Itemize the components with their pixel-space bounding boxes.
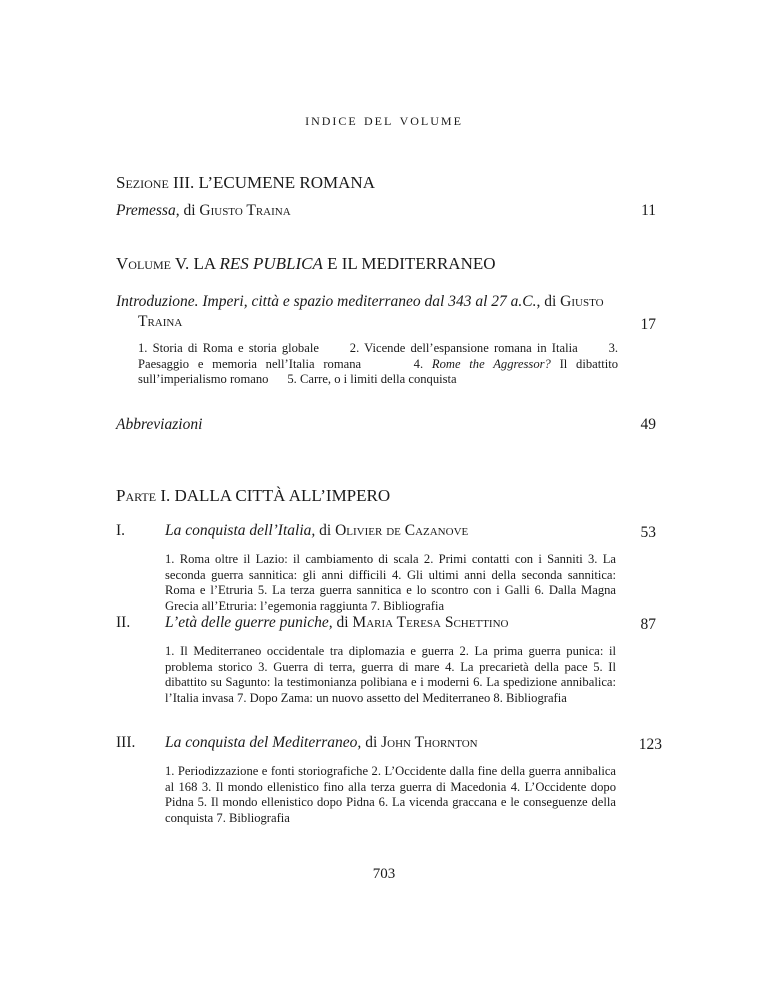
chapter-number: III. [116, 734, 136, 751]
introduzione-subsections: 1. Storia di Roma e storia globale 2. Vicende dell’espansione romana in Italia 3. Paesaggio e memoria nell’Italia romana 4. Rome the Aggressor? Il dibattito sull’imperialismo romano 5. Carre, o i limiti della conquista [138, 341, 619, 386]
page-number-introduzione: 17 [640, 316, 656, 333]
page-number-chapter-1: 53 [640, 524, 656, 541]
part-heading: Parte I. DALLA CITTÀ ALL’IMPERO [116, 486, 391, 505]
page-title: indice del volume [305, 110, 463, 129]
toc-entry-introduzione[interactable]: Introduzione. Imperi, città e spazio mediterraneo dal 343 al 27 a.C., di Giusto [116, 293, 604, 310]
section-heading: Sezione III. L’ECUMENE ROMANA [116, 173, 375, 192]
volume-heading: Volume V. LA RES PUBLICA E IL MEDITERRANEO [116, 254, 496, 273]
chapter-number: I. [116, 522, 126, 539]
chapter-3-subsections: 1. Periodizzazione e fonti storiografiche 2. L’Occidente dalla fine della guerra annibalica al 168 3. Il mondo ellenistico fino alla terza guerra di Macedonia 4. L’Occidente dopo Pidna 5. Il mondo ellenistico dopo Pidna 6. La vicenda graccana e le conseguenze della conquista 7. Bibliografia [165, 764, 616, 825]
page-number-abbreviazioni: 49 [640, 416, 656, 433]
chapter-2-subsections: 1. Il Mediterraneo occidentale tra diplomazia e guerra 2. La prima guerra punica: il problema storico 3. Guerra di terra, guerra di mare 4. La precarietà della pace 5. Il dibattito su Sagunto: la testimonianza polibiana e i moderni 6. La spedizione annibalica: l’Italia invasa 7. Dopo Zama: un nuovo assetto del Mediterraneo 8. Bibliografia [165, 644, 616, 705]
toc-entry-premessa[interactable]: Premessa, di Giusto Traina [116, 202, 291, 219]
page-folio: 703 [372, 866, 396, 882]
toc-entry-chapter-3[interactable]: La conquista del Mediterraneo, di John Thornton [165, 734, 478, 751]
introduzione-author-continued: Traina [138, 313, 183, 330]
toc-entry-chapter-2[interactable]: L’età delle guerre puniche, di Maria Teresa Schettino [165, 614, 509, 631]
chapter-number: II. [116, 614, 131, 631]
toc-entry-chapter-1[interactable]: La conquista dell’Italia, di Olivier de Cazanove [165, 522, 469, 539]
toc-entry-abbreviazioni[interactable]: Abbreviazioni [116, 416, 203, 433]
chapter-1-subsections: 1. Roma oltre il Lazio: il cambiamento di scala 2. Primi contatti con i Sanniti 3. La seconda guerra sannitica: gli anni difficili 4. Gli ultimi anni della seconda sannitica: Roma e l’Etruria 5. La terza guerra sannitica e lo scontro con i Galli 6. Dalla Magna Grecia all’Etruria: l’egemonia raggiunta 7. Bibliografia [165, 552, 616, 613]
page-number-premessa: 11 [641, 202, 656, 219]
page-number-chapter-3: 123 [638, 736, 662, 753]
page-number-chapter-2: 87 [640, 616, 656, 633]
